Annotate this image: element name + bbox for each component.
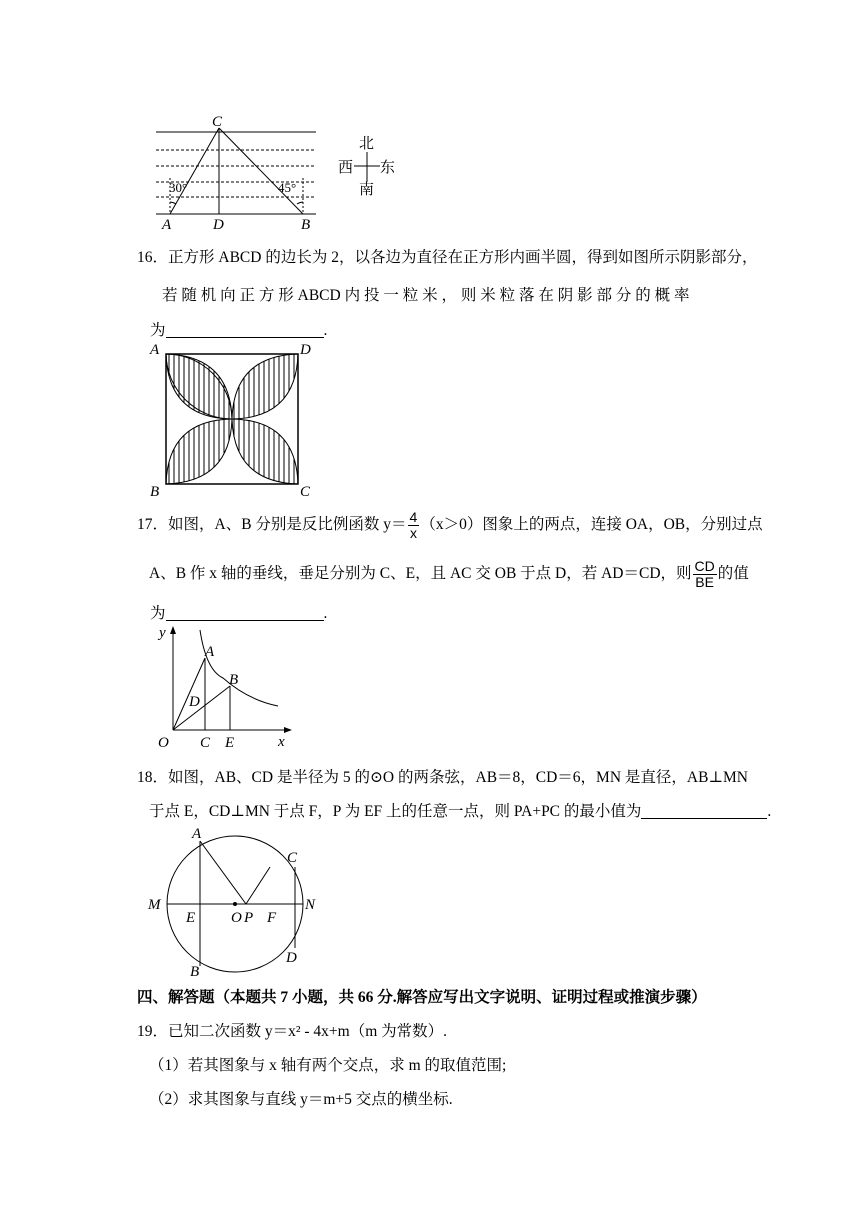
section-4-title: 四、解答题（本题共 7 小题，共 66 分.解答应写出文字说明、证明过程或推演步骤） bbox=[137, 989, 707, 1006]
q16-end: . bbox=[323, 322, 328, 339]
q17-line-2-b: 的值 bbox=[717, 565, 749, 583]
fig17-label-x: x bbox=[278, 734, 285, 750]
fig17-label-e: E bbox=[225, 735, 235, 751]
q18-end: . bbox=[767, 803, 772, 820]
figure-16-diagram bbox=[148, 338, 328, 500]
fig18-label-f: F bbox=[267, 910, 277, 926]
fig16-label-d: D bbox=[300, 342, 311, 358]
compass-north: 北 bbox=[359, 136, 375, 152]
q19-line-1: 19．已知二次函数 y＝x² - 4x+m（m 为常数）. bbox=[137, 1023, 448, 1040]
fig18-label-c: C bbox=[287, 850, 298, 866]
q17-line-1-b: （x＞0）图象上的两点，连接 OA，OB，分别过点 bbox=[420, 516, 763, 534]
fig18-label-o: O bbox=[231, 910, 242, 926]
fig16-label-b: B bbox=[150, 484, 160, 500]
fig17-label-o: O bbox=[158, 735, 169, 751]
fig16-label-c: C bbox=[300, 484, 311, 500]
figure-17-diagram bbox=[148, 620, 298, 754]
q17-line-1-a: 17．如图，A、B 分别是反比例函数 y＝ bbox=[137, 516, 407, 534]
fig15-label-b: B bbox=[301, 217, 311, 232]
q18-answer-blank[interactable] bbox=[641, 802, 767, 819]
fig17-label-d: D bbox=[189, 694, 200, 710]
fig15-angle-left: 30° bbox=[169, 180, 188, 195]
fig16-label-a: A bbox=[150, 342, 160, 358]
q16-answer-blank[interactable] bbox=[166, 321, 324, 338]
fig17-label-b: B bbox=[229, 672, 239, 688]
fig18-label-a: A bbox=[192, 826, 202, 842]
fig18-label-b: B bbox=[190, 964, 200, 980]
fig15-angle-right: 45° bbox=[278, 180, 297, 195]
q19-part-1: （1）若其图象与 x 轴有两个交点，求 m 的取值范围; bbox=[149, 1057, 507, 1074]
q17-answer-prefix: 为 bbox=[150, 605, 166, 622]
figure-18-diagram bbox=[140, 826, 330, 982]
q17-answer-blank[interactable] bbox=[166, 604, 324, 621]
fig15-label-a: A bbox=[162, 217, 172, 232]
fig18-label-e: E bbox=[186, 910, 196, 926]
q17-line-2 bbox=[149, 559, 749, 590]
figure-15-diagram bbox=[140, 108, 420, 232]
fig18-label-m: M bbox=[148, 897, 161, 913]
q16-line-2: 若 随 机 向 正 方 形 ABCD 内 投 一 粒 米 ， 则 米 粒 落 在 阴 影 部 分 的 概 率 bbox=[162, 287, 690, 304]
q17-fraction-4-over-x: $\frac{4}{x}$ bbox=[409, 509, 418, 541]
q18-line-1: 18．如图，AB、CD 是半径为 5 的⊙O 的两条弦，AB＝8，CD＝6，MN 是直径，AB⊥MN bbox=[137, 769, 748, 786]
q17-end: . bbox=[323, 605, 328, 622]
fig18-label-n: N bbox=[305, 897, 316, 913]
q16-line-1: 16．正方形 ABCD 的边长为 2，以各边为直径在正方形内画半圆，得到如图所示阴影部分， bbox=[137, 249, 758, 266]
compass-west: 西 bbox=[338, 160, 354, 176]
q16-answer-prefix: 为 bbox=[150, 322, 166, 339]
q19-part-2: （2）求其图象与直线 y＝m+5 交点的横坐标. bbox=[149, 1091, 453, 1108]
compass-east: 东 bbox=[380, 160, 396, 176]
fig15-label-d: D bbox=[213, 217, 224, 232]
compass-south: 南 bbox=[359, 182, 375, 198]
q18-line-2-text: 于点 E，CD⊥MN 于点 F，P 为 EF 上的任意一点，则 PA+PC 的最小值为 bbox=[149, 803, 642, 820]
q18-line-2 bbox=[149, 802, 771, 822]
fig17-label-a: A bbox=[205, 644, 215, 660]
q17-fraction-cd-over-be: $\frac{CD}{BE}$ bbox=[694, 558, 715, 590]
q17-line-1 bbox=[137, 510, 763, 541]
q17-line-2-a: A、B 作 x 轴的垂线，垂足分别为 C、E，且 AC 交 OB 于点 D，若 AD＝CD，则 bbox=[149, 565, 692, 583]
fig17-label-c: C bbox=[200, 735, 211, 751]
fig15-label-c: C bbox=[212, 114, 223, 130]
fig18-label-p: P bbox=[244, 910, 254, 926]
fig18-label-d: D bbox=[286, 950, 297, 966]
fig17-label-y: y bbox=[159, 625, 166, 641]
